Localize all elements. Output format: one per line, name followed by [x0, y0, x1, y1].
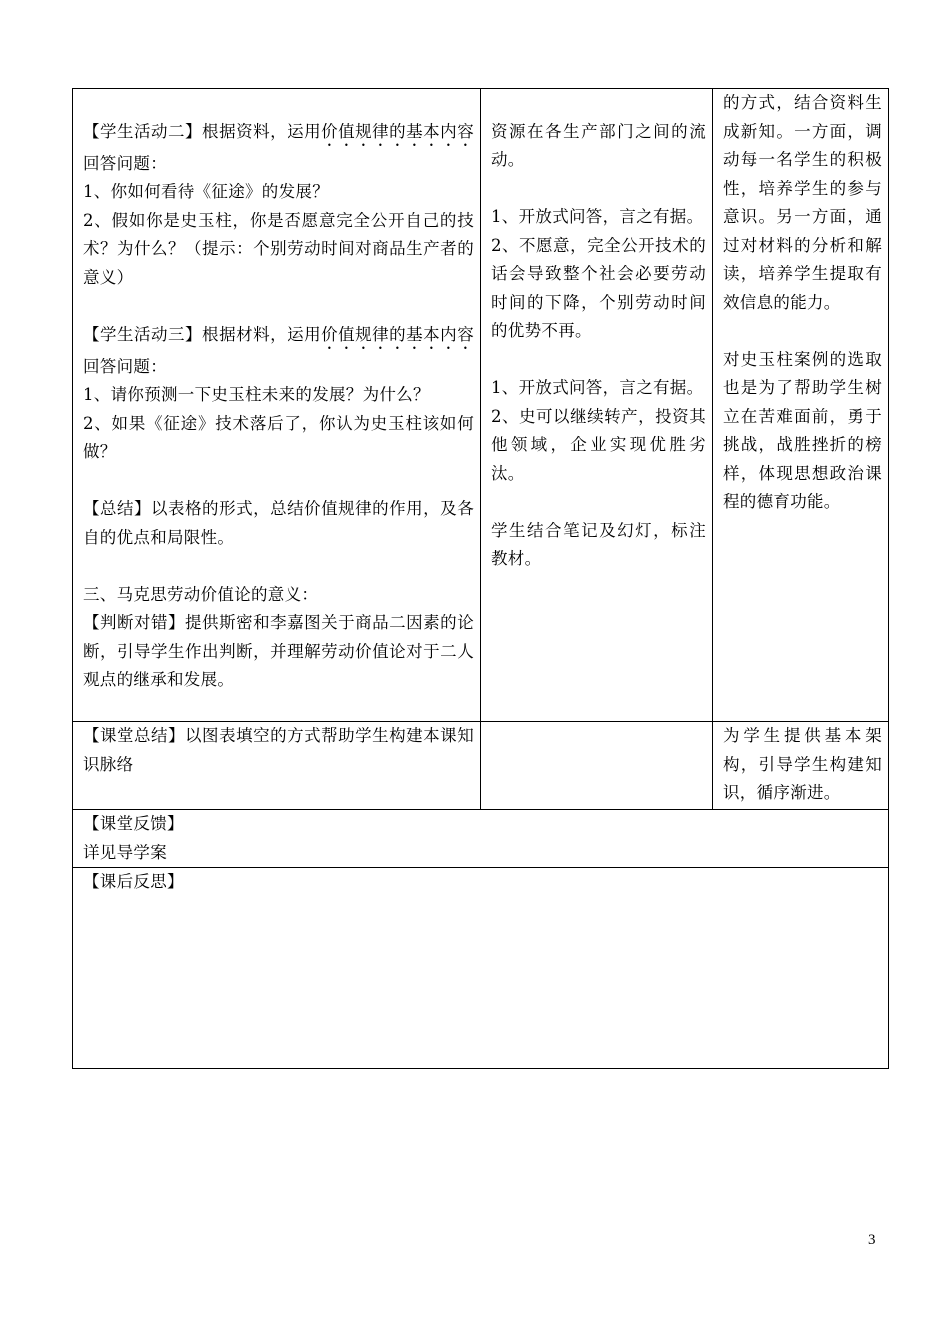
class-summary-student-cell — [481, 722, 713, 810]
lesson-plan-table — [72, 88, 889, 1069]
activities-row — [73, 89, 889, 722]
activity2-instruction: 【学生活动二】根据资料，运用价值规律的基本内容回答问题： — [83, 121, 474, 173]
answer3-1: 1、开放式问答，言之有据。 — [491, 378, 704, 397]
activity3-question-2: 2、如果《征途》技术落后了，你认为史玉柱该如何做？ — [83, 413, 474, 461]
emphasized-keyword: 价值规律的基本内容 — [321, 121, 474, 141]
activity3-question-1: 1、请你预测一下史玉柱未来的发展？为什么？ — [83, 385, 430, 404]
class-summary-row — [73, 722, 889, 810]
answer3-2: 2、史可以继续转产，投资其他领域，企业实现优胜劣汰。 — [491, 406, 706, 483]
answer2-2: 2、不愿意，完全公开技术的话会导致整个社会必要劳动时间的下降，个别劳动时间的优势不再。 — [491, 235, 706, 340]
emphasized-keyword: 价值规律的基本内容 — [321, 324, 474, 344]
reflection-title: 【课后反思】 — [83, 872, 184, 891]
class-summary-cell: 【课堂总结】以图表填空的方式帮助学生构建本课知识脉络 — [73, 722, 481, 810]
activity3-instruction: 【学生活动三】根据材料，运用价值规律的基本内容回答问题： — [83, 324, 474, 376]
answer2-1: 1、开放式问答，言之有据。 — [491, 207, 704, 226]
feedback-content: 详见导学案 — [83, 842, 167, 862]
summary-text: 【总结】以表格的形式，总结价值规律的作用，及各自的优点和局限性。 — [83, 499, 474, 547]
section3-title: 三、马克思劳动价值论的意义： — [83, 584, 319, 604]
intent-text-1: 的方式，结合资料生成新知。一方面，调动每一名学生的积极性，培养学生的参与意识。另一方面，通过对材料的分析和解读，培养学生提取有效信息的能力。 — [723, 93, 882, 312]
activity2-question-2: 2、假如你是史玉柱，你是否愿意完全公开自己的技术？为什么？（提示：个别劳动时间对商品生产者的意义） — [83, 210, 474, 287]
reflection-row — [73, 868, 889, 1069]
feedback-title: 【课堂反馈】 — [83, 814, 184, 833]
feedback-row — [73, 810, 889, 868]
resource-flow-text: 资源在各生产部门之间的流动。 — [491, 121, 706, 169]
notes-text: 学生结合笔记及幻灯，标注教材。 — [491, 520, 706, 568]
feedback-cell — [73, 810, 889, 868]
page-number: 3 — [868, 1232, 876, 1248]
class-summary-intent-cell: 为学生提供基本架构，引导学生构建知识，循序渐进。 — [713, 722, 889, 810]
reflection-cell — [73, 868, 889, 1069]
design-intent-cell — [713, 89, 889, 722]
judge-activity: 【判断对错】提供斯密和李嘉图关于商品二因素的论断，引导学生作出判断，并理解劳动价值论对于二人观点的继承和发展。 — [83, 613, 474, 689]
teacher-activity-cell — [73, 89, 481, 722]
student-activity-cell — [481, 89, 713, 722]
activity2-question-1: 1、你如何看待《征途》的发展？ — [83, 182, 329, 201]
intent-text-2: 对史玉柱案例的选取也是为了帮助学生树立在苦难面前，勇于挑战，战胜挫折的榜样，体现思想政治课程的德育功能。 — [723, 349, 882, 511]
